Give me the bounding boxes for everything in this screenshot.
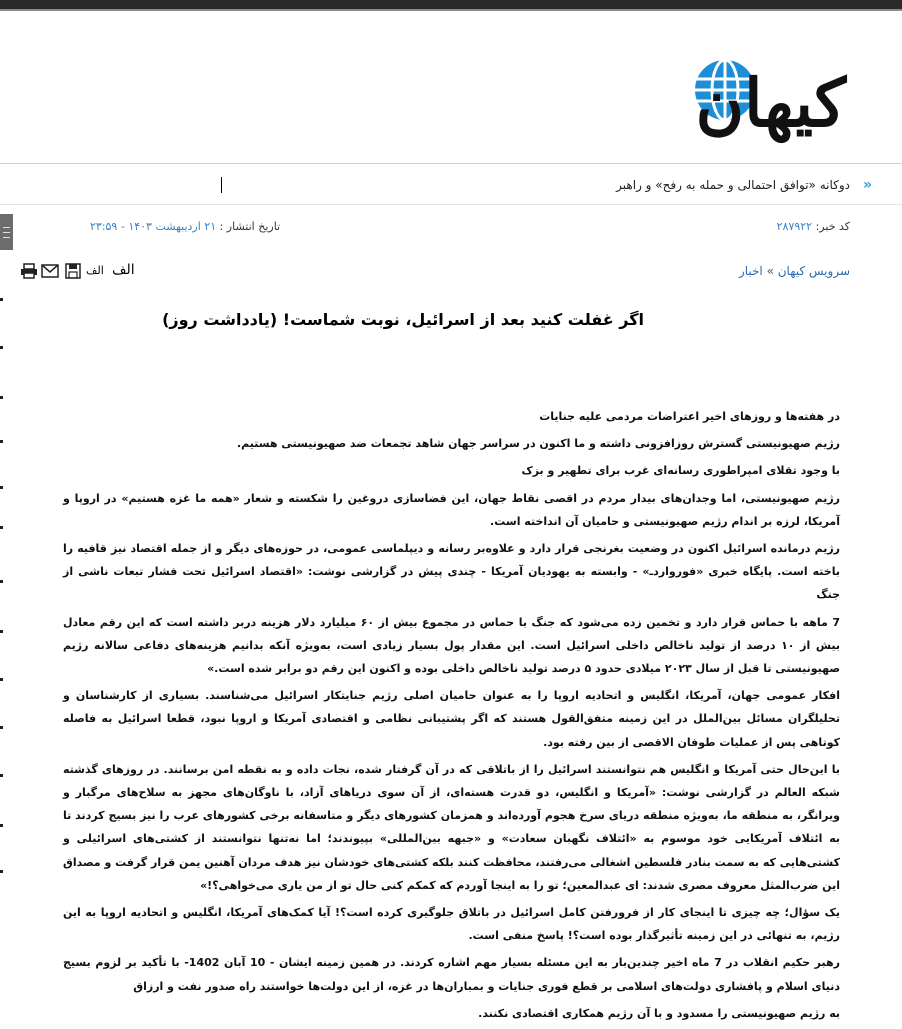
ticker-headline[interactable]: دوکانه «توافق احتمالی و حمله به رفح» و راهبر	[616, 178, 850, 192]
edge-marker	[0, 630, 3, 633]
article-paragraph: با وجود تقلای امپراطوری رسانه‌ای غرب برای تطهیر و بزک	[521, 464, 840, 478]
edge-marker	[0, 678, 3, 681]
breadcrumb-section[interactable]: اخبار	[738, 264, 763, 278]
save-icon[interactable]	[65, 263, 81, 279]
article-paragraph: رژیم درمانده اسرائیل اکنون در وضعیت بغرنجی قرار دارد و علاوه‌بر رسانه و دیپلماسی عمومی، در حوزه‌های دیگر و از جمله اقتصاد نیز قافیه را باخته است. پایگاه خبری «فورواردـ» - وابسته به یهودیان آمریکا - چندی پیش در گزارشی نوشت: «اقتصاد اسرائیل تحت فشار تبعات ناشی از جنگ	[63, 542, 840, 602]
publish-date-value: ۲۱ اردیبهشت ۱۴۰۳ - ۲۳:۵۹	[90, 220, 217, 233]
font-decrease-button[interactable]: الف	[86, 264, 104, 277]
double-chevron-icon: «	[862, 177, 872, 193]
edge-marker	[0, 396, 3, 399]
edge-marker	[0, 726, 3, 729]
site-logo-text: کیهان	[695, 64, 846, 142]
edge-marker	[0, 580, 3, 583]
news-code	[777, 220, 850, 233]
handle-line	[3, 227, 10, 228]
edge-marker	[0, 486, 3, 489]
article-toolbar	[20, 263, 140, 283]
edge-marker	[0, 298, 3, 301]
edge-marker	[0, 526, 3, 529]
article-meta	[90, 220, 850, 238]
edge-marker	[0, 346, 3, 349]
edge-marker	[0, 870, 3, 873]
article-paragraph: به رژیم صهیونیستی را مسدود و با آن رژیم همکاری اقتصادی نکنند.	[478, 1006, 840, 1020]
divider	[0, 204, 902, 205]
article-paragraph: با این‌حال حتی آمریکا و انگلیس هم نتوانستند اسرائیل را از باتلاقی که در آن گرفتار شده، نجات داده و به نقطه امن برسانند. در روزهای گذشته شبکه العالم در گزارشی نوشت: «آمریکا و انگلیس، دو قدرت هسته‌ای، از آن سوی دریاهای آزاد، با ناوگان‌های مجهز به سلاح‌های مرگبار و ویرانگر، به منطقه ما، به‌ویژه منطقه دریای سرخ هجوم آورده‌اند و همزمان کشورهای دیگر و متاسفانه برخی کشورهای عرب را نیز بسیج کردند تا به ائتلاف آمریکایی خود موسوم به «ائتلاف نگهبان سعادت» و «جبهه بین‌المللی» بپیوندند؛ اما نه‌تنها نتوانستند از کشتی‌های اسرائیلی و کشتی‌هایی که به سمت بنادر فلسطین اشغالی می‌رفتند، محافظت کنند بلکه کشتی‌های خودشان نیز هدف مردان آهنین یمن قرار گرفت و مصداق این ضرب‌المثل معروف مصری شدند: ای عبدالمعین؛ تو را به اینجا آوردم که کمکم کنی حال تو از من یاری می‌خواهی؟!»	[63, 762, 840, 892]
edge-marker	[0, 824, 3, 827]
breadcrumb	[739, 264, 850, 278]
article-paragraph: رژیم صهیونیستی گسترش روزافزونی داشته و ما اکنون در سراسر جهان شاهد تجمعات ضد صهیونیستی هستیم.	[236, 437, 840, 451]
handle-line	[3, 237, 10, 238]
article-paragraph: رژیم صهیونیستی، اما وجدان‌های بیدار مردم در اقصی نقاط جهان، این فضاسازی دروغین را شکسته و شعار «همه ما غزه هستیم» در اروپا و آمریکا، لرزه بر اندام رژیم صهیونیستی و حامیان آن انداخته است.	[63, 491, 840, 528]
article-paragraph: افکار عمومی جهان، آمریکا، انگلیس و اتحادیه اروپا را به عنوان حامیان اصلی رژیم جنایتکار اسرائیل می‌شناسند. بسیاری از کارشناسان و تحلیلگران مسائل بین‌الملل در این زمینه متفق‌القول هستند که اگر پشتیبانی نظامی و اقتصادی آمریکا و اروپا نبود، قطعا اسرائیل به فاصله کوتاهی پس از عملیات طوفان الاقصی از بین رفته بود.	[63, 689, 840, 749]
news-ticker[interactable]	[50, 177, 872, 197]
site-logo[interactable]	[624, 39, 864, 149]
article-paragraph: یک سؤال؛ چه چیزی تا اینجای کار از فرورفتن کامل اسرائیل در باتلاق جلوگیری کرده است؟! آیا کمک‌های آمریکا، انگلیس و اتحادیه اروپا به این رژیم، به تنهائی در این زمینه تأثیرگذار بوده است؟! پاسخ منفی است.	[63, 906, 840, 943]
email-icon[interactable]	[41, 263, 59, 279]
edge-marker	[0, 774, 3, 777]
left-edge-markers	[0, 290, 4, 910]
article-title: اگر غفلت کنید بعد از اسرائیل، نوبت شماست! (یادداشت روز)	[162, 310, 644, 329]
print-icon[interactable]	[20, 263, 38, 279]
breadcrumb-service[interactable]: سرویس کیهان	[777, 264, 850, 278]
news-code-label: کد خبر:	[815, 220, 850, 233]
site-header	[0, 11, 902, 164]
text-cursor	[221, 177, 222, 193]
top-bar	[0, 0, 902, 11]
news-code-value: ۲۸۷۹۲۲	[776, 220, 813, 233]
article-body	[63, 405, 840, 1029]
article-paragraph: رهبر حکیم انقلاب در 7 ماه اخیر چندین‌بار به این مسئله بسیار مهم اشاره کردند. در همین زمینه ایشان - 10 آبان 1402- با تأکید بر لزوم بسیج دنیای اسلام و پافشاری دولت‌های اسلامی بر قطع فوری جنایات و بمباران‌ها در غزه، از این دولت‌ها خواستند راه صدور نفت و ارزاق	[63, 956, 840, 993]
side-panel-handle[interactable]	[0, 214, 13, 250]
publish-date	[90, 220, 280, 233]
article-paragraph: 7 ماهه با حماس قرار دارد و تخمین زده می‌شود که جنگ با حماس در مجموع بیش از ۶۰ میلیارد دلار هزینه دربر داشته است که این رقم معادل بیش از ۱۰ درصد از تولید ناخالص داخلی اسرائیل است. این مقدار پول بسیار زیادی است، به‌ویژه آنکه بدانیم هزینه‌های دفاعی سالانه رژیم صهیونیستی تا قبل از سال ۲۰۲۳ میلادی حدود ۵ درصد تولید ناخالص داخلی بوده و اکنون این رقم دو برابر شده است.»	[63, 615, 840, 676]
handle-line	[3, 232, 10, 233]
article-paragraph: در هفته‌ها و روزهای اخیر اعتراضات مردمی علیه جنایات	[539, 410, 840, 423]
breadcrumb-separator: »	[766, 264, 774, 278]
publish-date-label: تاریخ انتشار :	[219, 220, 281, 233]
edge-marker	[0, 440, 3, 443]
font-increase-button[interactable]: الف	[112, 262, 135, 278]
